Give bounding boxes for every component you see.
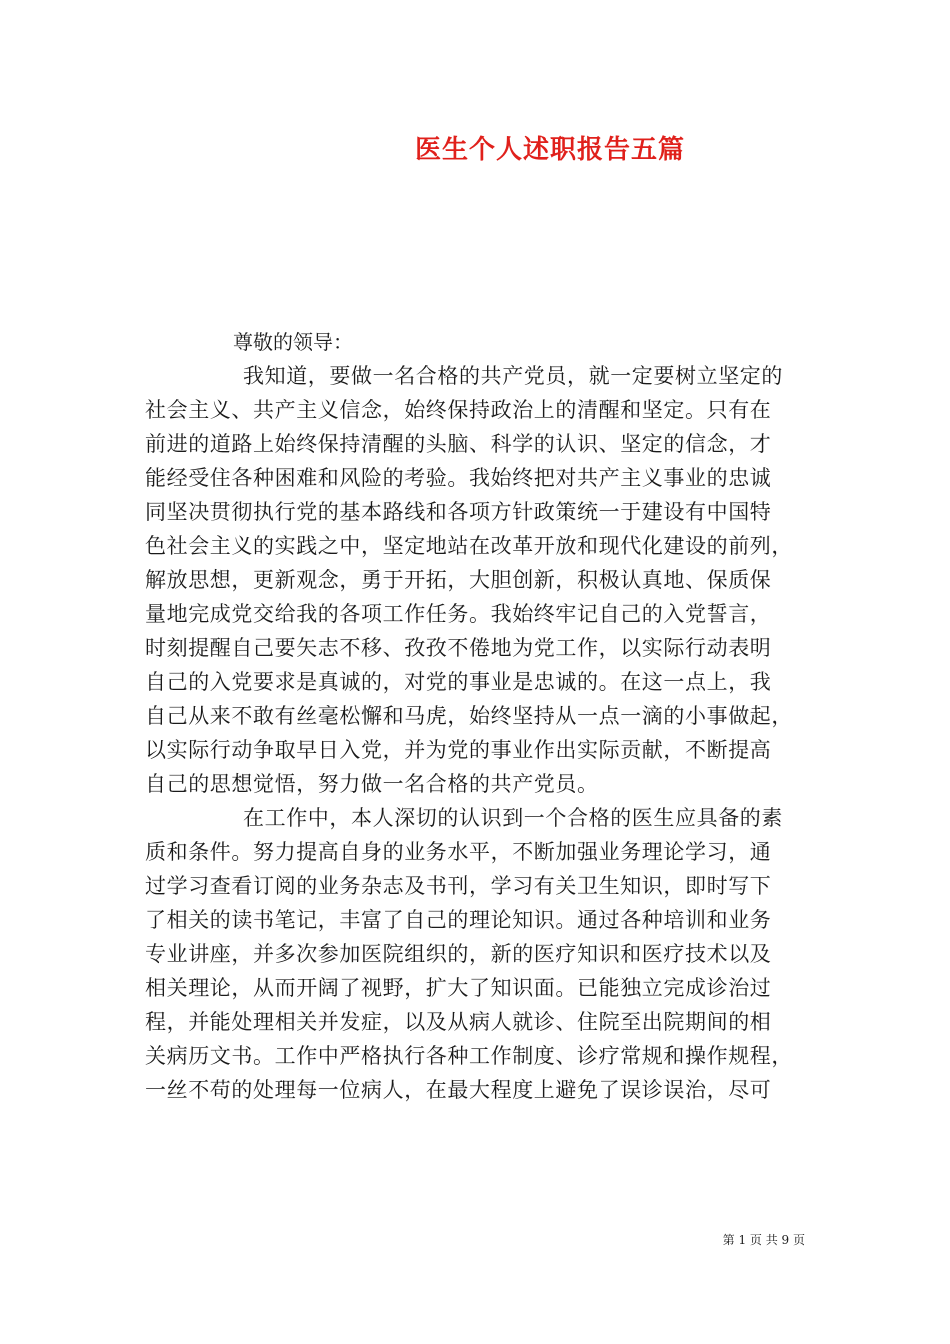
paragraph-line: 量地完成党交给我的各项工作任务。我始终牢记自己的入党誓言，: [145, 602, 772, 626]
paragraph-line: 时刻提醒自己要矢志不移、孜孜不倦地为党工作，以实际行动表明: [145, 636, 772, 660]
paragraph-line: 自己从来不敢有丝毫松懈和马虎，始终坚持从一点一滴的小事做起，: [145, 704, 793, 728]
paragraph-line: 解放思想，更新观念，勇于开拓，大胆创新，积极认真地、保质保: [145, 568, 772, 592]
paragraph-line: 社会主义、共产主义信念，始终保持政治上的清醒和坚定。只有在: [145, 398, 772, 422]
paragraph-line: 自己的入党要求是真诚的，对党的事业是忠诚的。在这一点上，我: [145, 670, 772, 694]
salutation: 尊敬的领导：: [233, 330, 353, 354]
paragraph-line: 前进的道路上始终保持清醒的头脑、科学的认识、坚定的信念，才: [145, 432, 772, 456]
paragraph-line: 在工作中，本人深切的认识到一个合格的医生应具备的素: [243, 806, 783, 830]
paragraph-list: [145, 359, 805, 1107]
paragraph-line: 自己的思想觉悟，努力做一名合格的共产党员。: [145, 772, 599, 796]
paragraph-line: 相关理论，从而开阔了视野，扩大了知识面。已能独立完成诊治过: [145, 976, 772, 1000]
paragraph-line: 过学习查看订阅的业务杂志及书刊，学习有关卫生知识，即时写下: [145, 874, 772, 898]
paragraph-line: 我知道，要做一名合格的共产党员，就一定要树立坚定的: [243, 364, 783, 388]
page-number-footer: 第 1 页 共 9 页: [722, 1233, 805, 1247]
document-body: [145, 325, 805, 1107]
paragraph-line: 专业讲座，并多次参加医院组织的，新的医疗知识和医疗技术以及: [145, 942, 772, 966]
paragraph-line: 了相关的读书笔记，丰富了自己的理论知识。通过各种培训和业务: [145, 908, 772, 932]
paragraph-line: 关病历文书。工作中严格执行各种工作制度、诊疗常规和操作规程，: [145, 1044, 793, 1068]
document-title: 医生个人述职报告五篇: [414, 135, 685, 165]
paragraph-line: 能经受住各种困难和风险的考验。我始终把对共产主义事业的忠诚: [145, 466, 772, 490]
paragraph-line: 色社会主义的实践之中，坚定地站在改革开放和现代化建设的前列，: [145, 534, 793, 558]
paragraph: [145, 359, 805, 801]
paragraph-line: 质和条件。努力提高自身的业务水平，不断加强业务理论学习，通: [145, 840, 772, 864]
paragraph-line: 以实际行动争取早日入党，并为党的事业作出实际贡献，不断提高: [145, 738, 772, 762]
paragraph-line: 程，并能处理相关并发症，以及从病人就诊、住院至出院期间的相: [145, 1010, 772, 1034]
paragraph-line: 同坚决贯彻执行党的基本路线和各项方针政策统一于建设有中国特: [145, 500, 772, 524]
paragraph: [145, 801, 805, 1107]
paragraph-line: 一丝不苟的处理每一位病人，在最大程度上避免了误诊误治，尽可: [145, 1078, 772, 1102]
